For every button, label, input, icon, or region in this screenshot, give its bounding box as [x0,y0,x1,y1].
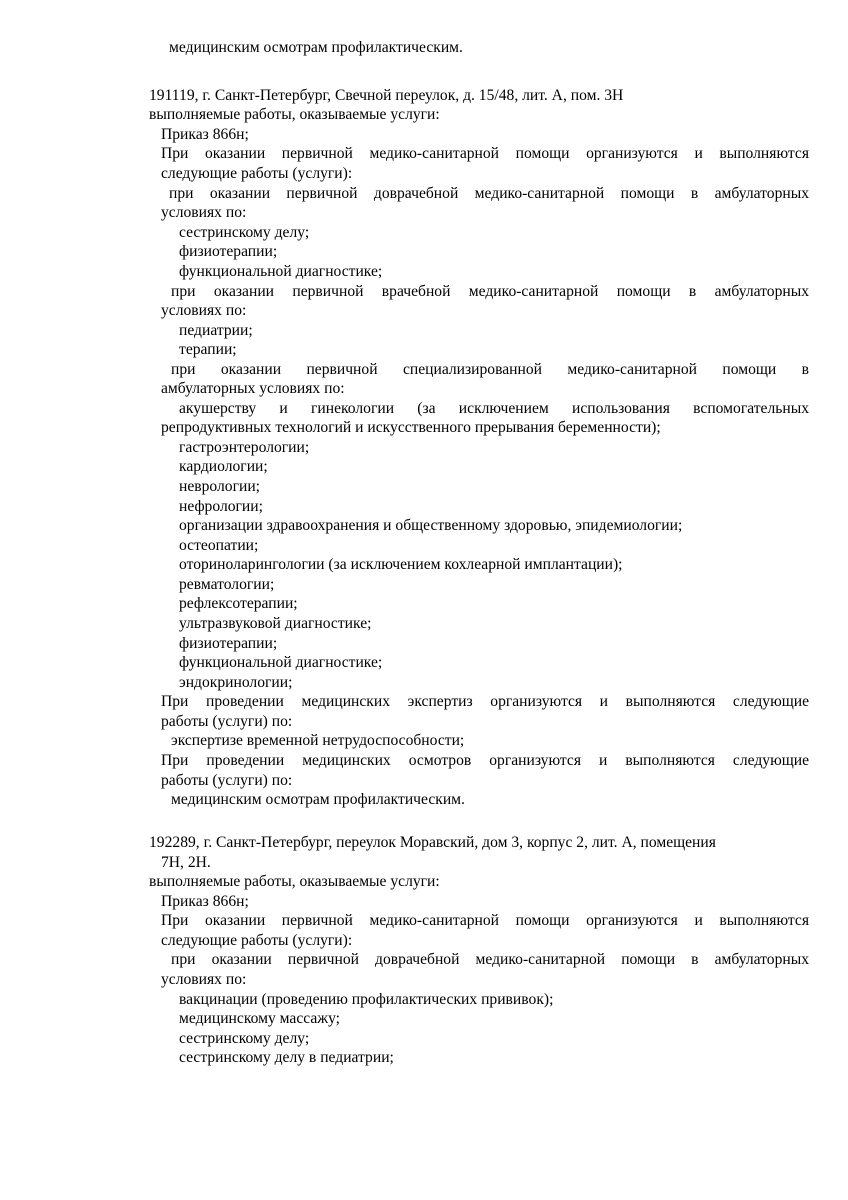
list-item: вакцинации (проведению профилактических прививок); [179,991,554,1008]
list-item: медицинскому массажу; [179,1010,341,1027]
list-item: сестринскому делу; [179,1030,310,1047]
text-line: При проведении медицинских экспертиз организуются и выполняются следующие [161,693,809,710]
list-item: нефрологии; [179,498,263,515]
text-line: работы (услуги) по: [161,713,293,730]
list-item: медицинским осмотрам профилактическим. [171,791,465,808]
list-item: неврологии; [179,478,261,495]
list-item: функциональной диагностике; [179,263,383,280]
list-item: организации здравоохранения и общественному здоровью, эпидемиологии; [179,517,683,534]
list-item: остеопатии; [179,537,259,554]
list-item: оториноларингологии (за исключением кохлеарной имплантации); [179,556,623,573]
text-line: условиях по: [161,971,247,988]
text-line: при оказании первичной специализированной медико-санитарной помощи в [171,361,809,378]
list-item: экспертизе временной нетрудоспособности; [171,732,465,749]
text-line: следующие работы (услуги): [161,932,353,949]
list-item: функциональной диагностике; [179,654,383,671]
text-line: при оказании первичной врачебной медико-санитарной помощи в амбулаторных [171,283,809,300]
list-item: сестринскому делу в педиатрии; [179,1049,394,1066]
list-item: эндокринологии; [179,674,293,691]
text-line: условиях по: [161,204,247,221]
order-reference: Приказ 866н; [161,893,249,910]
list-item: физиотерапии; [179,635,278,652]
text-line: при оказании первичной доврачебной медико-санитарной помощи в амбулаторных [169,185,809,202]
list-item: физиотерапии; [179,243,278,260]
works-header: выполняемые работы, оказываемые услуги: [149,873,440,890]
address-heading: 191119, г. Санкт-Петербург, Свечной переулок, д. 15/48, лит. А, пом. 3Н [149,87,624,104]
list-item: ревматологии; [179,576,275,593]
text-line: акушерству и гинекологии (за исключением использования вспомогательных [179,400,809,417]
text-line: При оказании первичной медико-санитарной помощи организуются и выполняются [161,145,809,162]
list-item: ультразвуковой диагностике; [179,615,372,632]
list-item: сестринскому делу; [179,224,310,241]
text-line: медицинским осмотрам профилактическим. [169,39,463,56]
text-line: При оказании первичной медико-санитарной помощи организуются и выполняются [161,912,809,929]
text-line: работы (услуги) по: [161,772,293,789]
list-item: педиатрии; [179,322,253,339]
text-line: следующие работы (услуги): [161,165,353,182]
address-heading: 192289, г. Санкт-Петербург, переулок Моравский, дом 3, корпус 2, лит. А, помещения [149,834,716,851]
list-item: гастроэнтерологии; [179,439,310,456]
address-heading: 7Н, 2Н. [161,854,211,871]
text-line: при оказании первичной доврачебной медико-санитарной помощи в амбулаторных [171,951,809,968]
text-line: условиях по: [161,302,247,319]
order-reference: Приказ 866н; [161,126,249,143]
list-item: рефлексотерапии; [179,595,298,612]
text-line: репродуктивных технологий и искусственного прерывания беременности); [161,419,661,436]
text-line: амбулаторных условиях по: [161,380,345,397]
list-item: кардиологии; [179,458,268,475]
text-line: При проведении медицинских осмотров организуются и выполняются следующие [161,752,809,769]
list-item: терапии; [179,341,237,358]
works-header: выполняемые работы, оказываемые услуги: [149,106,440,123]
